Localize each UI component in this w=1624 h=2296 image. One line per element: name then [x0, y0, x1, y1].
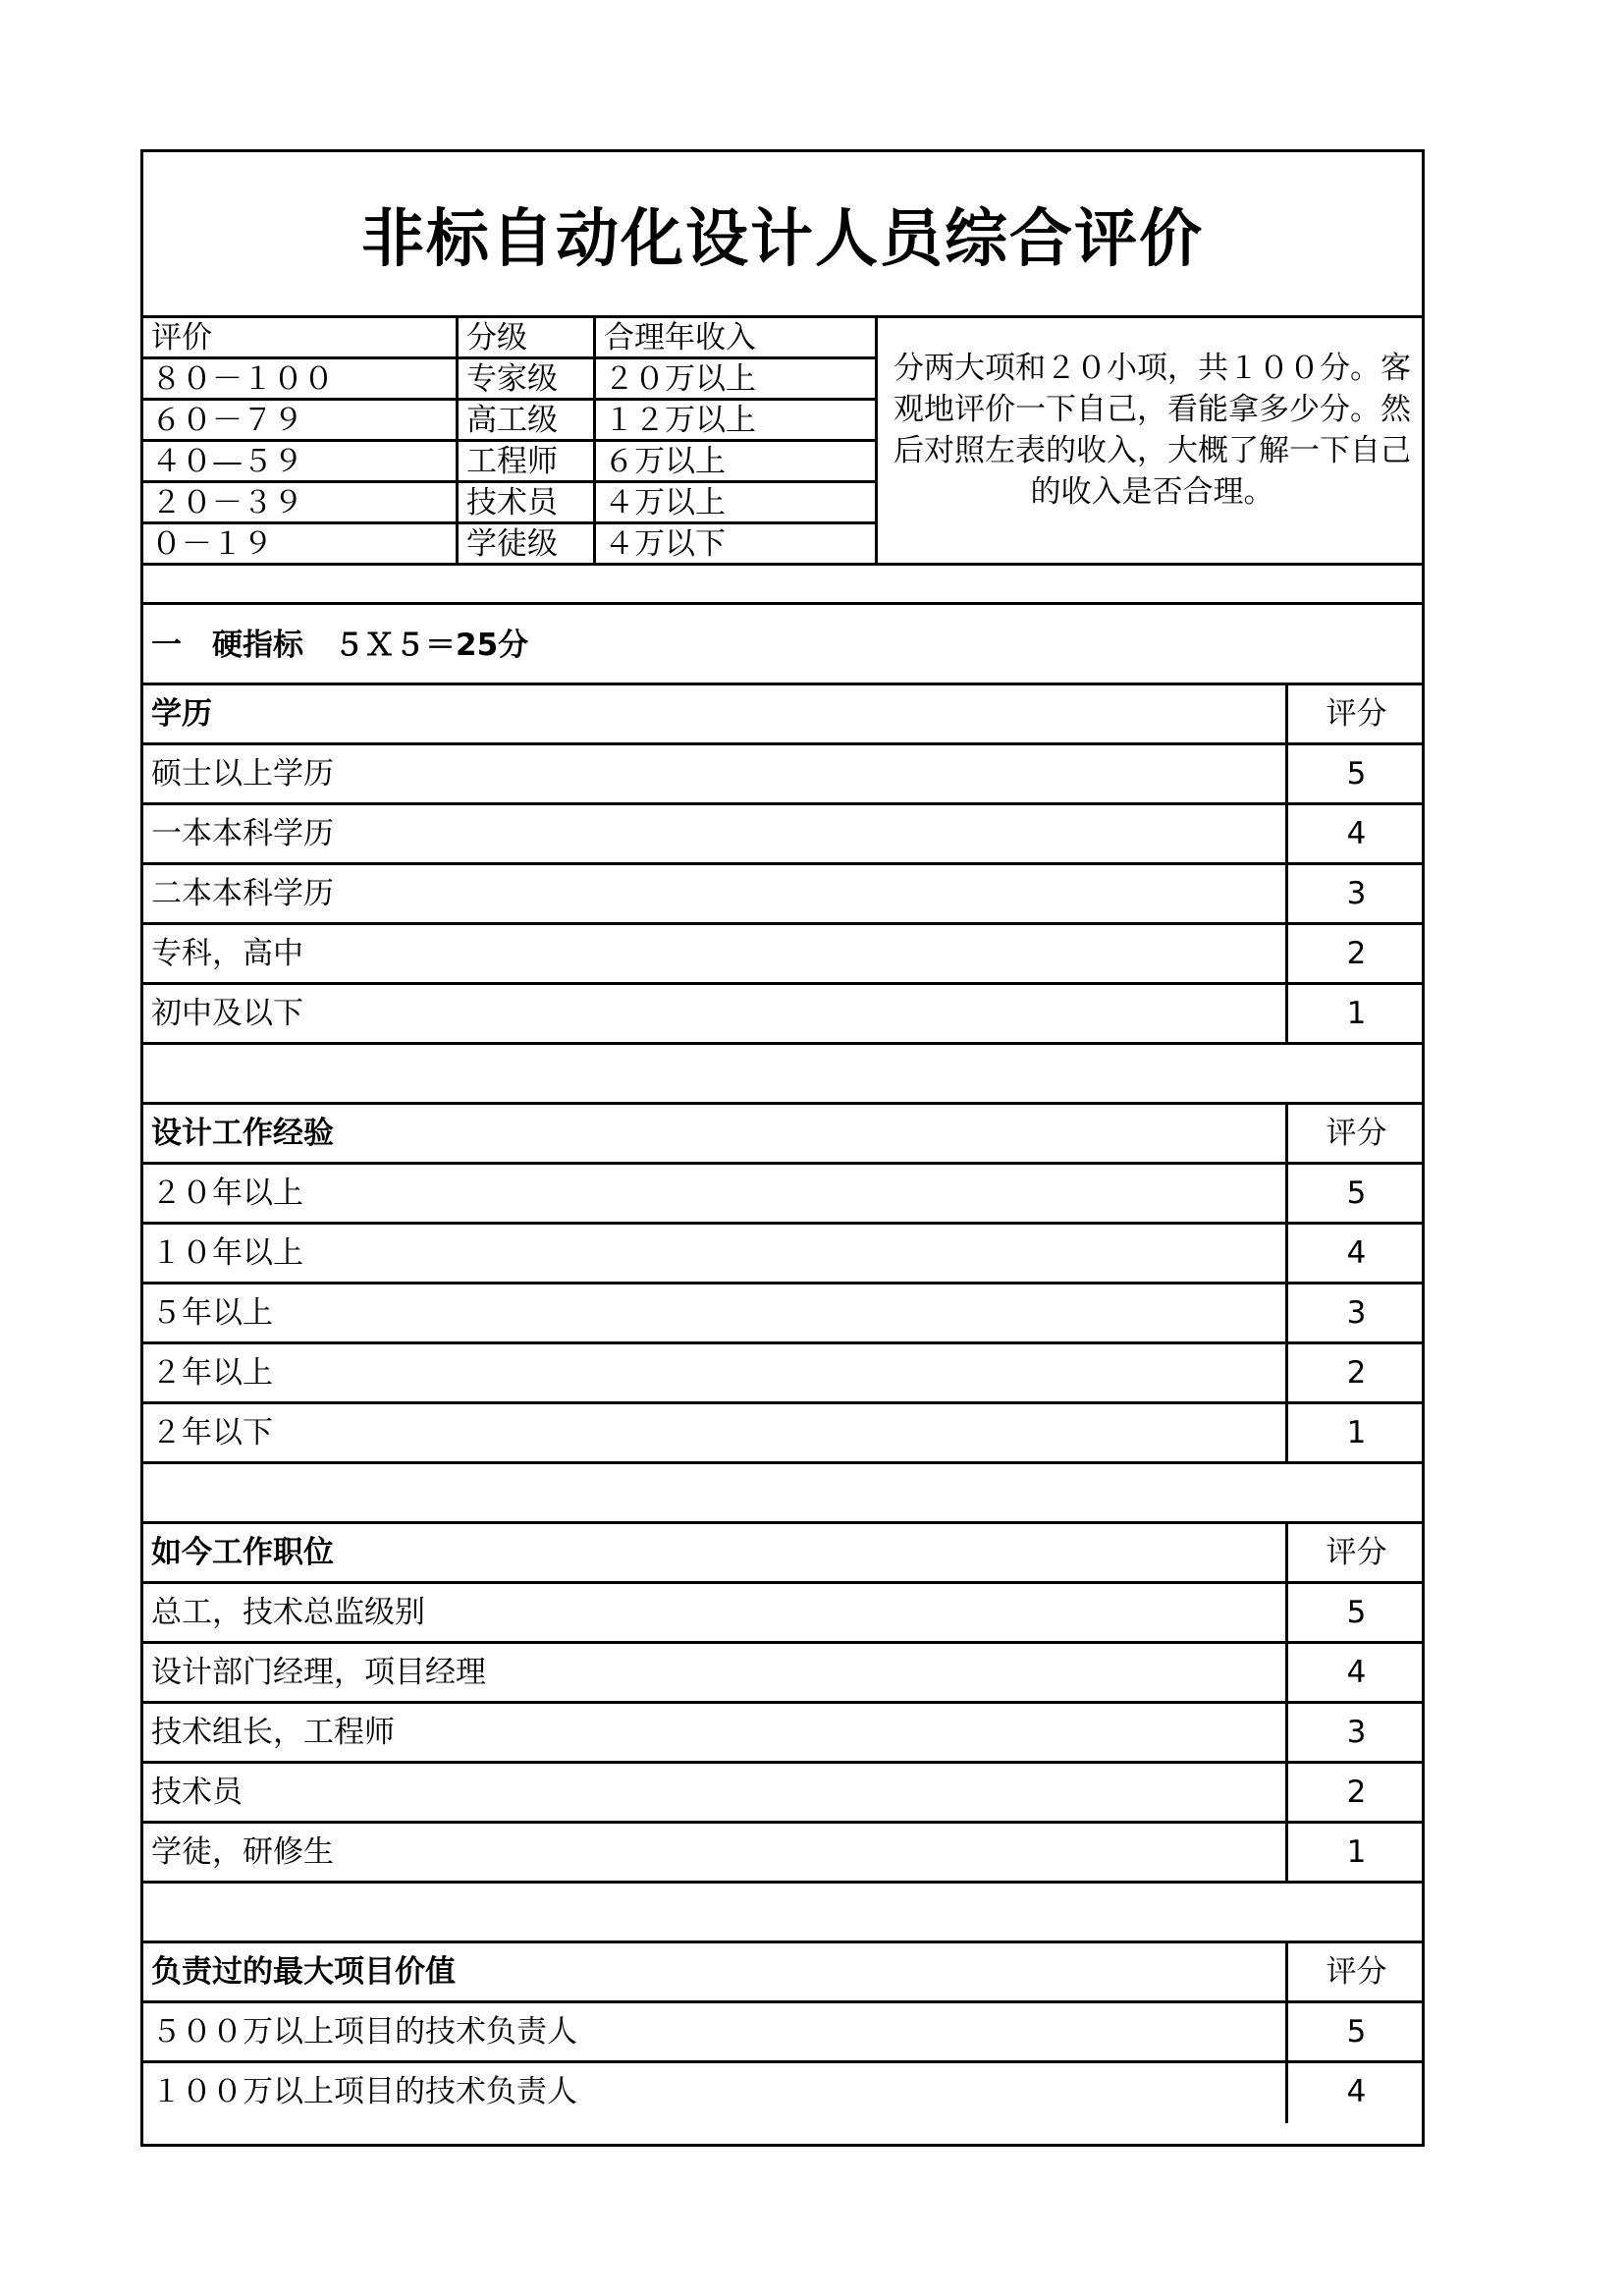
grade-table-row: [143, 483, 875, 524]
category-header-row: [143, 1943, 1422, 2003]
criteria-row: [143, 1824, 1422, 1884]
page-title: 非标自动化设计人员综合评价: [143, 152, 1422, 318]
criteria-row: [143, 1704, 1422, 1764]
criteria-score: 3: [1346, 1715, 1367, 1750]
criteria-score: 2: [1346, 1355, 1367, 1391]
score-column-header: 评分: [1326, 1954, 1387, 1990]
criteria-score: 1: [1346, 1415, 1367, 1450]
blank-row: [143, 1045, 1422, 1105]
criteria-score: 4: [1346, 816, 1367, 851]
criteria-label: 总工，技术总监级别: [143, 1584, 1288, 1641]
criteria-score: 4: [1346, 1655, 1367, 1690]
criteria-label: 初中及以下: [143, 985, 1288, 1042]
evaluation-sheet: [140, 149, 1425, 2147]
criteria-row: [143, 865, 1422, 925]
blank-cell: [143, 1464, 1422, 1521]
criteria-label: １０年以上: [143, 1225, 1288, 1282]
grade-table-row: [143, 401, 875, 442]
criteria-row: [143, 1225, 1422, 1285]
blank-cell: [143, 566, 1422, 602]
criteria-label: 专科，高中: [143, 925, 1288, 982]
criteria-score: 2: [1346, 1775, 1367, 1810]
category-name: 如今工作职位: [143, 1524, 1288, 1581]
score-column-header: 评分: [1326, 1535, 1387, 1570]
grade-table: [143, 318, 878, 563]
grade-income: 合理年收入: [596, 318, 875, 359]
grade-level: 高工级: [459, 401, 596, 442]
grade-score-range: ２０－３９: [143, 483, 459, 524]
category-header-row: [143, 1524, 1422, 1584]
criteria-row: [143, 985, 1422, 1045]
criteria-row: [143, 2003, 1422, 2063]
criteria-score: 4: [1346, 2074, 1367, 2109]
category-name: 负责过的最大项目价值: [143, 1943, 1288, 2000]
criteria-label: 硕士以上学历: [143, 745, 1288, 802]
grade-level: 工程师: [459, 442, 596, 483]
score-column-header: 评分: [1326, 696, 1387, 732]
score-column-header: 评分: [1326, 1116, 1387, 1151]
criteria-label: ２０年以上: [143, 1165, 1288, 1222]
criteria-score: 1: [1346, 1834, 1367, 1870]
criteria-row: [143, 1764, 1422, 1824]
instruction-note: 分两大项和２０小项，共１００分。客观地评价一下自己，看能拿多少分。然后对照左表的收入，大概了解一下自己的收入是否合理。: [893, 351, 1411, 510]
blank-cell: [143, 1884, 1422, 1941]
grade-score-range: 评价: [143, 318, 459, 359]
grade-score-range: ６０－７９: [143, 401, 459, 442]
criteria-row: [143, 805, 1422, 865]
blank-row: [143, 566, 1422, 605]
grade-score-range: ０－１９: [143, 524, 459, 566]
section-heading: 一 硬指标 ５Ｘ５＝25分: [151, 628, 529, 663]
grade-table-header: [143, 318, 875, 359]
grade-table-row: [143, 442, 875, 483]
criteria-row: [143, 925, 1422, 985]
category-name: 设计工作经验: [143, 1105, 1288, 1162]
grade-income: ４万以上: [596, 483, 875, 524]
grade-income: ２０万以上: [596, 359, 875, 401]
blank-row: [143, 1464, 1422, 1524]
criteria-score: 5: [1346, 1175, 1367, 1211]
criteria-row: [143, 1285, 1422, 1344]
criteria-label: １００万以上项目的技术负责人: [143, 2063, 1288, 2123]
grade-income: ６万以上: [596, 442, 875, 483]
criteria-score: 1: [1346, 996, 1367, 1031]
criteria-label: 学徒，研修生: [143, 1824, 1288, 1881]
grade-score-range: ４０—５９: [143, 442, 459, 483]
grade-table-row: [143, 524, 875, 566]
grade-level: 学徒级: [459, 524, 596, 566]
section-heading-row: [143, 605, 1422, 685]
criteria-label: 一本本科学历: [143, 805, 1288, 862]
grade-level: 技术员: [459, 483, 596, 524]
category-name: 学历: [143, 685, 1288, 742]
grade-income: １２万以上: [596, 401, 875, 442]
criteria-label: ５００万以上项目的技术负责人: [143, 2003, 1288, 2060]
criteria-score: 3: [1346, 1295, 1367, 1331]
criteria-score: 3: [1346, 876, 1367, 911]
blank-cell: [143, 1045, 1422, 1102]
criteria-label: 技术组长，工程师: [143, 1704, 1288, 1761]
criteria-row: [143, 1344, 1422, 1404]
criteria-label: 设计部门经理，项目经理: [143, 1644, 1288, 1701]
grade-level: 专家级: [459, 359, 596, 401]
criteria-label: ２年以上: [143, 1344, 1288, 1401]
grade-score-range: ８０－１００: [143, 359, 459, 401]
category-header-row: [143, 685, 1422, 745]
criteria-row: [143, 1584, 1422, 1644]
criteria-score: 2: [1346, 936, 1367, 971]
grade-income: ４万以下: [604, 526, 726, 562]
criteria-label: 技术员: [143, 1764, 1288, 1821]
criteria-row: [143, 1644, 1422, 1704]
criteria-row: [143, 1404, 1422, 1464]
grade-table-row: [143, 359, 875, 401]
criteria-label: ２年以下: [143, 1404, 1288, 1461]
criteria-score: 4: [1346, 1235, 1367, 1271]
criteria-row: [143, 2063, 1422, 2123]
blank-row: [143, 1884, 1422, 1943]
criteria-score: 5: [1346, 756, 1367, 792]
criteria-score: 5: [1346, 2014, 1367, 2050]
criteria-score: 5: [1346, 1595, 1367, 1630]
summary-block: [143, 318, 1422, 566]
category-header-row: [143, 1105, 1422, 1165]
criteria-label: ５年以上: [143, 1285, 1288, 1341]
criteria-row: [143, 745, 1422, 805]
criteria-label: 二本本科学历: [143, 865, 1288, 922]
grade-level: 分级: [459, 318, 596, 359]
criteria-row: [143, 1165, 1422, 1225]
